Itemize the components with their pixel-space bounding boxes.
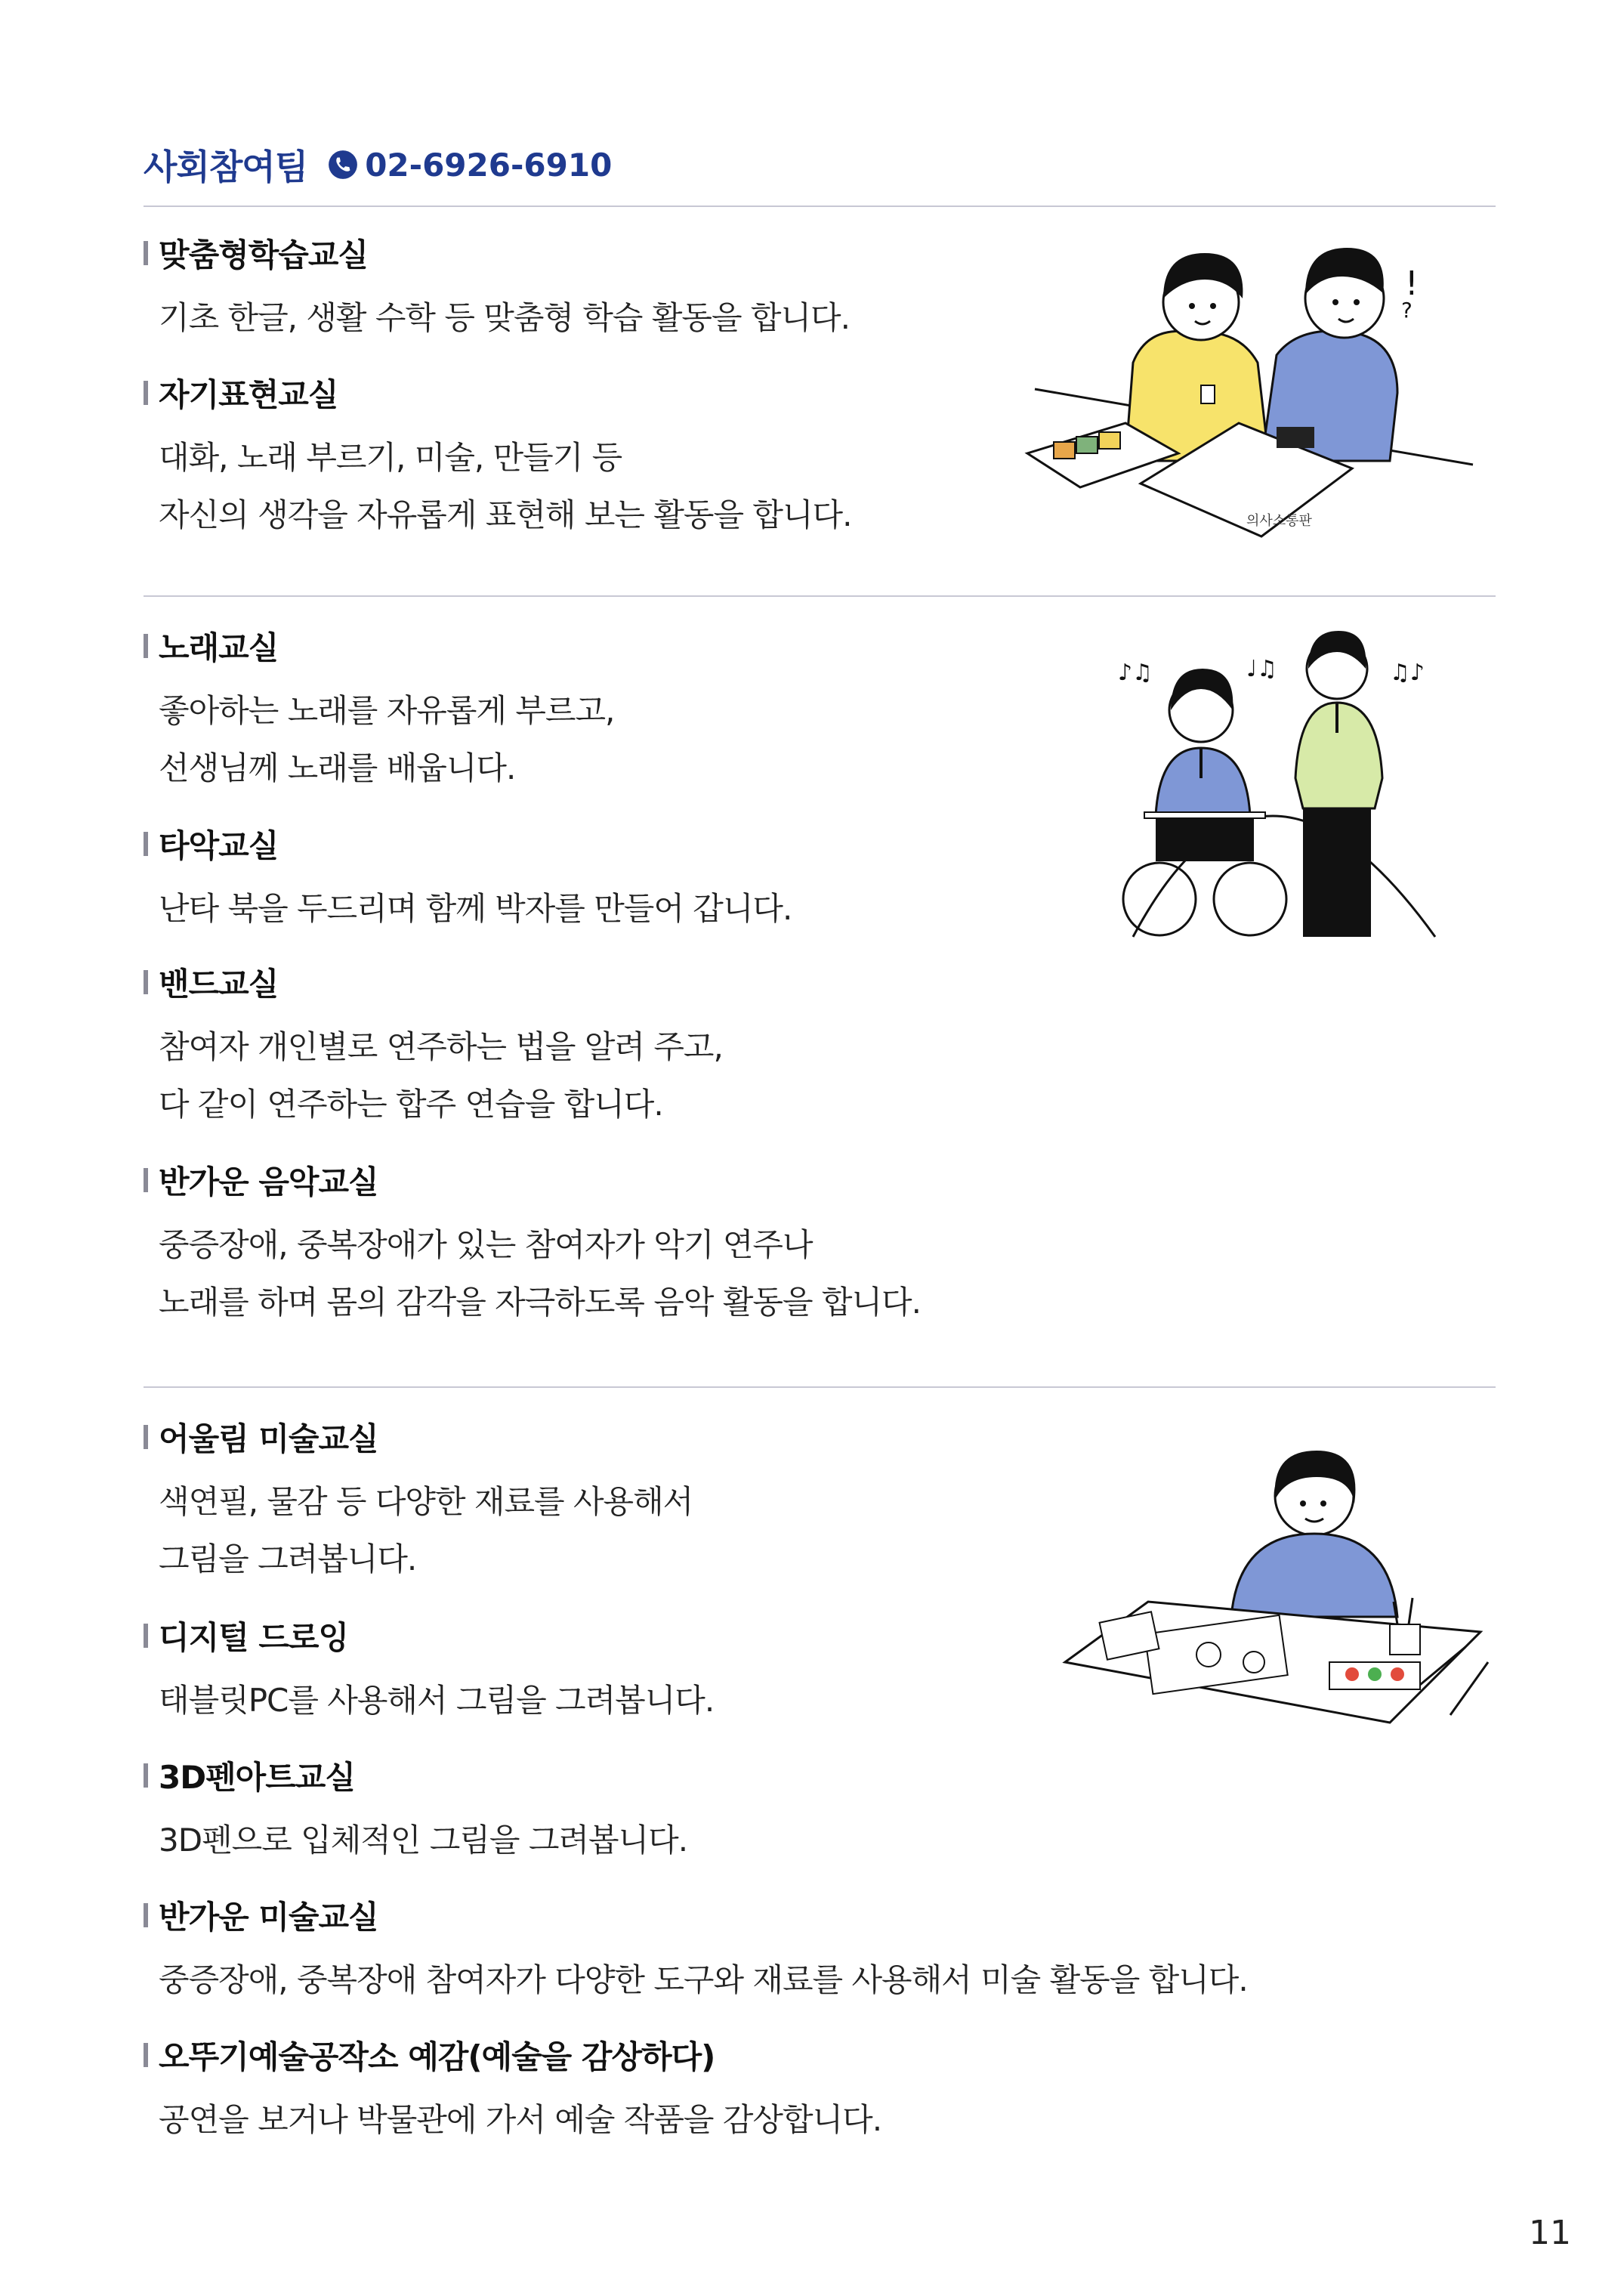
svg-text:♩♫: ♩♫ <box>1246 656 1278 682</box>
program-title: 3D펜아트교실 <box>144 1753 687 1798</box>
program-title: 반가운 미술교실 <box>144 1893 1248 1938</box>
title-marker <box>144 832 148 856</box>
program-description: 좋아하는 노래를 자유롭게 부르고, 선생님께 노래를 배웁니다. <box>159 692 615 786</box>
program-description: 색연필, 물감 등 다양한 재료를 사용해서 그림을 그려봅니다. <box>159 1483 693 1578</box>
program-item <box>144 230 850 347</box>
program-item <box>144 1157 921 1331</box>
program-title: 디지털 드로잉 <box>144 1613 714 1658</box>
phone-contact[interactable] <box>327 147 612 184</box>
svg-text:♪♫: ♪♫ <box>1118 660 1153 686</box>
program-title: 타악교실 <box>144 821 792 867</box>
program-description: 참여자 개인별로 연주하는 법을 알려 주고, 다 같이 연주하는 합주 연습을 합니다. <box>159 1028 723 1123</box>
program-item <box>144 1613 714 1729</box>
program-description: 공연을 보거나 박물관에 가서 예술 작품을 감상합니다. <box>159 2101 882 2138</box>
program-description: 중증장애, 중복장애가 있는 참여자가 악기 연주나 노래를 하며 몸의 감각을 자극하도록 음악 활동을 합니다. <box>159 1226 921 1321</box>
svg-text:♫♪: ♫♪ <box>1390 660 1425 686</box>
title-marker <box>144 2043 148 2067</box>
program-item <box>144 623 614 797</box>
title-marker <box>144 381 148 405</box>
title-marker <box>144 970 148 994</box>
program-description: 기초 한글, 생활 수학 등 맞춤형 학습 활동을 합니다. <box>159 299 850 336</box>
program-title: 맞춤형학습교실 <box>144 230 850 276</box>
phone-icon <box>327 149 359 181</box>
title-marker <box>144 1903 148 1927</box>
title-marker <box>144 1763 148 1788</box>
singing-illustration <box>1110 627 1450 944</box>
svg-text:?: ? <box>1401 298 1413 323</box>
section-divider <box>144 1386 1496 1388</box>
title-marker <box>144 241 148 265</box>
program-item <box>144 2032 881 2149</box>
team-title: 사회참여팀 <box>144 147 308 187</box>
art-illustration <box>1057 1435 1496 1738</box>
program-item <box>144 960 723 1133</box>
program-description: 대화, 노래 부르기, 미술, 만들기 등 자신의 생각을 자유롭게 표현해 보는 활동을 합니다. <box>159 439 852 533</box>
page-number: 11 <box>1529 2214 1571 2252</box>
section-divider <box>144 595 1496 597</box>
program-title: 노래교실 <box>144 623 614 669</box>
program-title: 오뚜기예술공작소 예감(예술을 감상하다) <box>144 2032 881 2078</box>
title-marker <box>144 634 148 658</box>
title-marker <box>144 1425 148 1449</box>
program-description: 태블릿PC를 사용해서 그림을 그려봅니다. <box>159 1682 715 1719</box>
program-item <box>144 1753 687 1869</box>
phone-number: 02-6926-6910 <box>365 146 613 184</box>
program-title: 밴드교실 <box>144 960 723 1005</box>
header-divider <box>144 206 1496 207</box>
svg-text:!: ! <box>1405 264 1419 303</box>
program-item <box>144 821 792 938</box>
program-title: 반가운 음악교실 <box>144 1157 921 1203</box>
learning-illustration <box>1020 227 1488 552</box>
program-item <box>144 370 851 544</box>
program-title: 자기표현교실 <box>144 370 851 416</box>
program-title: 어울림 미술교실 <box>144 1414 693 1460</box>
program-item <box>144 1893 1248 2009</box>
title-marker <box>144 1168 148 1192</box>
board-label: 의사소통판 <box>1246 513 1312 529</box>
program-description: 중증장애, 중복장애 참여자가 다양한 도구와 재료를 사용해서 미술 활동을 합니다. <box>159 1961 1248 1998</box>
program-item <box>144 1414 693 1588</box>
program-description: 3D펜으로 입체적인 그림을 그려봅니다. <box>159 1822 688 1859</box>
page-header <box>144 140 612 190</box>
program-description: 난타 북을 두드리며 함께 박자를 만들어 갑니다. <box>159 890 792 927</box>
title-marker <box>144 1624 148 1648</box>
